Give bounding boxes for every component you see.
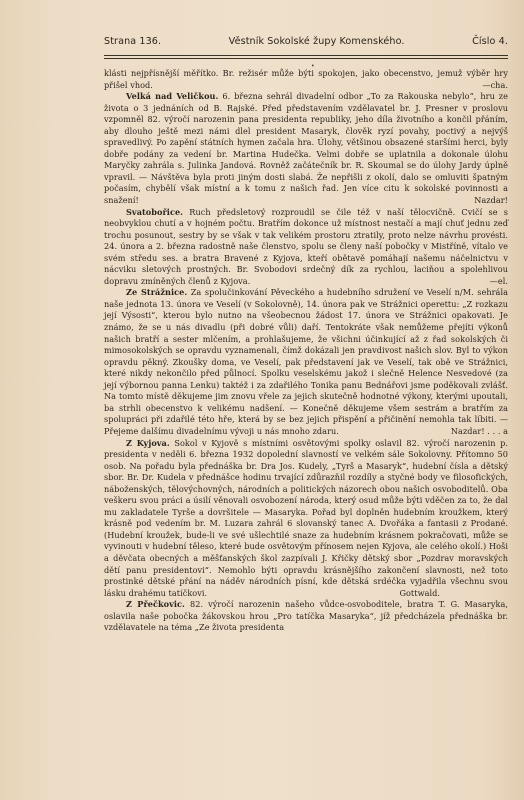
section-signature: Nazdar! . . . a [450, 425, 508, 436]
section-text: Ruch předsletový rozproudil se čile též v naší tělocvičně. Cvičí se s neobvyklou chutí a v hojném počtu. Bratřím dokonce už místnost nestačí a mají chuť jednu zeď trochu posunout, sestry by se však v tak velikém prostoru ztratily, proto nelze návrhu provésti. 24. února a 2. března radostně naše členstvo, spolu se členy naší pobočky v Mistříně, vítalo ve svém středu ses. a bratra Bravené z Kyjova, kteří obětavě pomáhají našemu náčelnictvu v nácviku sletových prostných. Br. Svobodovi srdečný dík za rychlou, laciňou a spolehlivou dopravu zmíněných členů z Kyjova. [104, 206, 508, 286]
issue-number: Číslo 4. [472, 36, 508, 47]
section-heading: Ze Strážnice. [126, 287, 188, 298]
section-intro [104, 68, 508, 91]
section-text: 82. výročí narozenin našeho vůdce-osvoboditele, bratra T. G. Masaryka, oslavila naše pobočka žákovskou hrou „Pro tatíčka Masaryka“, jíž předcházela přednáška br. vzdělavatele na téma „Ze života presidenta [104, 599, 509, 633]
page-number: Strana 136. [104, 36, 162, 47]
section-straznice [104, 287, 508, 437]
section-heading: Z Kyjova. [126, 437, 170, 448]
header-rule-top [104, 55, 508, 56]
section-svatoborice [104, 207, 508, 288]
header-rule-bottom [104, 58, 508, 59]
section-text: 6. března sehrál divadelní odbor „To za Rakouska nebylo“, hru ze života o 3 jednáních od B. Rajské. Před představením vzdělavatel br. J. Presner v proslovu vzpomněl 82. výročí narozenin pana presidenta republiky, jeho díla životního a končil přáním, aby dlouho ještě mezi námi dlel president Masaryk, člověk ryzí povahy, poctivý a nejvýš spravedlivý. Po zapění státních hymen začala hra. Úlohy, většinou obsazené staršími herci, byly dobře podány za vedení br. Martina Hudečka. Velmi dobře se uplatnila a dokonale úlohu Maryčky zahrála s. Julinka Jandová. Rovněž začátečník br. R. Skoumal se do úlohy Jardy úplně vpravil. — Návštěva byla proti jiným dosti slabá. Že nepřišli z okolí, dalo se omluviti špatným počasím, chybělí však místní a k tomu z našich řad. Jen více citu k sokolské povinnosti a snažení! [104, 91, 508, 206]
section-signature: Gottwald. [399, 587, 440, 598]
section-kyjov [104, 438, 508, 600]
section-velka [104, 91, 508, 206]
section-signature: —el. [489, 275, 508, 286]
section-text: klásti nejpřísnější měřítko. Br. režisér může býti spokojen, jako obecenstvo, jemuž výběr hry přišel vhod. [104, 68, 508, 90]
publication-title: Věstník Sokolské župy Komenského. [228, 36, 405, 47]
ornament-dot: • [311, 63, 315, 70]
section-preckovice [104, 599, 508, 634]
article-body [104, 68, 508, 634]
section-heading: Z Přečkovic. [126, 599, 185, 610]
section-text: Sokol v Kyjově s místními osvětovými spolky oslavil 82. výročí narozenin p. presidenta v neděli 6. března 1932 dopolední slavností ve velkém sále Sokolovny. Přítomno 50 osob. Na pořadu byla přednáška br. Dra Jos. Kudely, „Tyrš a Masaryk“, hudební čísla a dětský sbor. Br. Dr. Kudela v přednášce hodinu trvající zdůrazňil rozdíly a styčné body ve filosofických, náboženských, tělovýchovných, národních a politických názorech obou našich osvoboditelů. Oba veškeru svou práci a úsilí věnovali osvobození národa, který osud může býti vděčen za to, že dal mu zakladatele Tyrše a dovršitele — Masaryka. Pořad byl doplněn hudebním kroužkem, který krásně pod vedením br. M. Luzara zahrál 6 slovanský tanec A. Dvořáka a fantasii z Prodané. (Hudební kroužek, bude-li ve své ušlechtilé snaze za hudebním krásnem pokračovati, může se vyvinouti v hudební těleso, které bude osvětovým přínosem nejen Kyjova, ale celého okolí.) Hoši a děvčata obecných a měšťanských škol zazpívali J. Křičky dětský sbor „Pozdrav moravských dětí panu presidentovi“. Nemohlo býti opravdu krásnějšího zakončení slavnosti, než toto prostinké dětské přání na náděv národních písní, kde dětská srdéčka vyjadřila všechnu svou lásku drahému tatíčkovi. [104, 437, 508, 598]
section-heading: Svatobořice. [126, 206, 184, 217]
section-text: Za spolučinkování Pěveckého a hudebního sdružení ve Veselí n/M. sehrála naše jednota 13. února ve Veselí (v Sokolovně), 14. února pak ve Strážnici operettu: „Z rozkazu její Výsosti“, kterou bylo nutno na všeobecnou žádost 17. února ve Strážnici opakovati. Je známo, že se u nás divadlu (při dobré vůli) daří. Tentokráte však nemůžeme přejíti výkonů našich bratří a sester mlčením, a prohlašujeme, že všichni účinkující až z řad sokolských či mimosokolských se opravdu vyznamenali, čímž dokázali jen pravdivost našich slov. Byl to výkon opravdu pěkný. Zkoušky doma, ve Veselí, pak představení jak ve Veselí, tak obě ve Strážnici, které nikdy nekončilo před půlnocí. Spolku veselskému jakož i slečně Helence Nesvedové (za její výbornou panna Lenku) taktéž i za zdařilého Tonika panu Bednářovi jsme poděkovali zvlášť. Na tomto místě děkujeme jim znovu vřele za jejich skutečně hodnotné výkony, kterými upoutali, ba strhli obecenstvo k velikému nadšení. — Konečně děkujeme všem sestrám a bratřím za spolupráci při zdařilé této hře, která by se bez jejich přispění a přičinění nemohla tak líbiti. — Přejeme dalšímu divadelnímu vývoji u nás mnoho zdaru. [104, 287, 508, 436]
section-signature: Nazdar! [474, 195, 508, 206]
page-header [104, 36, 508, 54]
section-signature: —cha. [482, 79, 508, 90]
section-heading: Velká nad Veličkou. [126, 91, 219, 102]
